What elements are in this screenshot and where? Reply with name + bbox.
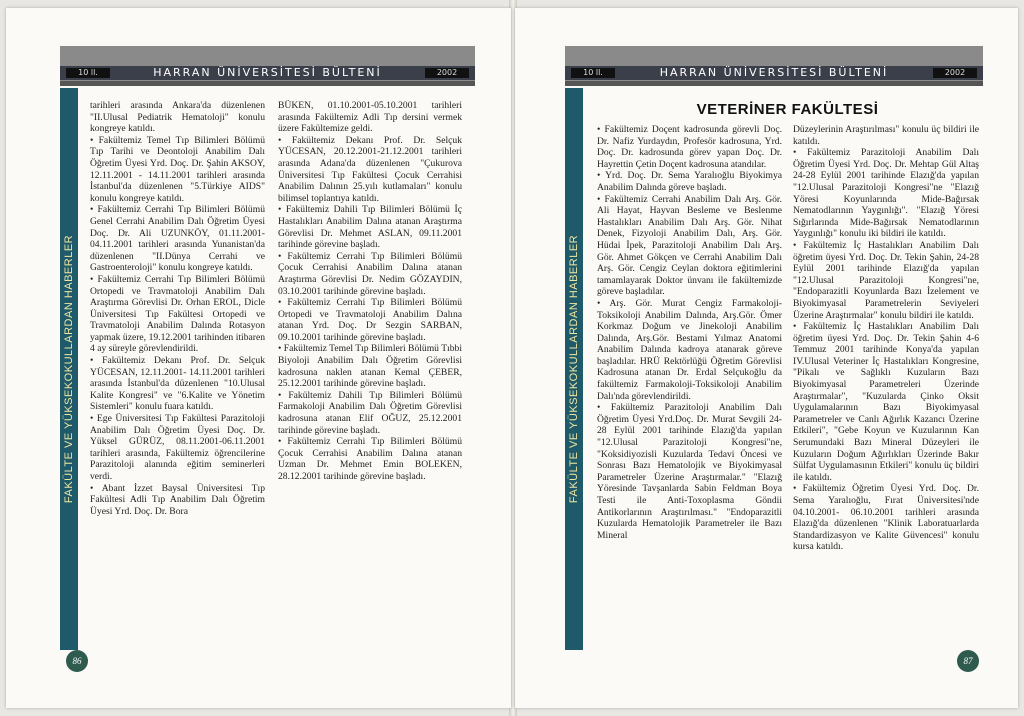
paragraph: • Fakültemiz Cerrahi Tıp Bilimleri Bölümü Ortopedi ve Travmatoloji Anabilim Dalı Araştırma Görevlisi Dr. Orhan EROL, Dicle Üniversitesi Tıp Fakültesi Ortopedi ve Travmatoloji Anabilim Dalında Rotasyon yapmak üzere, 19.12.2001 tarihinden itibaren 4 ay süreyle görevlendirildi. xyxy=(90,273,265,355)
left-page xyxy=(6,8,511,708)
paragraph: • Fakültemiz Doçent kadrosunda görevli Doç. Dr. Nafiz Yurdaydın, Profesör kadrosuna, Yrd. Doç. Dr. kadrosunda görev yapan Doç. Dr. Hayrettin Çetin Doçent kadrosuna atandılar. xyxy=(597,124,782,170)
header-banner xyxy=(565,46,983,86)
paragraph: • Abant İzzet Baysal Üniversitesi Tıp Fakültesi Adli Tıp Anabilim Dalı Öğretim Üyesi Yrd. Doç. Dr. Bora xyxy=(90,482,265,517)
paragraph: • Fakültemiz Dekanı Prof. Dr. Selçuk YÜCESAN, 20.12.2001-21.12.2001 tarihleri arasında Adana'da düzenlenen "Çukurova Üniversitesi Tıp Fakültesi Çocuk Cerrahisi Anabilim Dalının 25.yılı kutlamaları" konulu bilimsel toplantıya katıldı. xyxy=(278,134,462,204)
paragraph: • Fakültemiz Dahili Tıp Bilimleri Bölümü İç Hastalıkları Anabilim Dalına atanan Araştırma Görevlisi Dr. Mehmet ASLAN, 09.11.2001 tarihinde görevine başladı. xyxy=(278,204,462,251)
issue-tag-right: 2002 xyxy=(425,68,469,78)
paragraph: • Fakültemiz Temel Tıp Bilimleri Bölümü Tıp Tarihi ve Deontoloji Anabilim Dalı Öğretim Üyesi Yrd. Doç. Dr. Şahin AKSOY, 12.11.2001 - 14.11.2001 tarihleri arasında İstanbul'da düzenlenen "5.Türkiye AIDS" konulu kongreye katıldı. xyxy=(90,134,265,204)
paragraph: • Fakültemiz İç Hastalıkları Anabilim Dalı öğretim üyesi Yrd. Doç. Dr. Tekin Şahin, 24-28 Eylül 2001 tarihinde Elazığ'da yapılan "12.Ulusal Parazitoloji Kongresi"ne, "Endoparazitli Koyunlarda Bazı İzelement ve Biyokimyasal Parametrelerin Seviyeleri Üzerine Araştırmalar" konulu bildiri ile katıldı. xyxy=(793,239,979,321)
section-title: VETERİNER FAKÜLTESİ xyxy=(696,101,879,118)
paragraph: tarihleri arasında Ankara'da düzenlenen "II.Ulusal Pediatrik Hematoloji" konulu kongreye katıldı. xyxy=(90,100,265,135)
paragraph: • Fakültemiz Cerrahi Anabilim Dalı Arş. Gör. Ali Hayat, Hayvan Besleme ve Beslenme Hastalıkları Anabilim Dalı Arş. Gör. Nihat Denek, Fizyoloji Anabilim Dalı, Arş. Gör. Hüdai İpek, Parazitoloji Anabilim Dalı Arş. Gör. Ahmet Gökçen ve Cerrahi Anabilim Dalı Arş. Gör. Cengiz Ceylan doktora eğitimlerini tamamlayarak Doktor ünvanı ile fakültemizde göreve başladılar. xyxy=(597,193,782,298)
paragraph: • Fakültemiz Cerrahi Tıp Bilimleri Bölümü Ortopedi ve Travmatoloji Anabilim Dalına atanan Yrd. Doç. Dr Sezgin SARBAN, 09.10.2001 tarihinde görevine başladı. xyxy=(278,297,462,343)
paragraph: • Ege Üniversitesi Tıp Fakültesi Parazitoloji Anabilim Dalı Öğretim Üyesi Doç. Dr. Yüksel GÜRÜZ, 08.11.2001-06.11.2001 tarihleri arasında, Fakültemiz öğrencilerine Parazitoloji alanında eğitim seminerleri verdi. xyxy=(90,413,265,482)
left-column-1 xyxy=(90,100,265,648)
header-band xyxy=(60,66,475,80)
section-sidebar xyxy=(60,88,78,650)
bulletin-title: HARRAN ÜNİVERSİTESİ BÜLTENİ xyxy=(153,66,382,79)
header-banner xyxy=(60,46,475,86)
paragraph: • Fakültemiz Temel Tıp Bilimleri Bölümü Tıbbi Biyoloji Anabilim Dalı Öğretim Görevlisi kadrosuna naklen atanan Kemal ÇEBER, 25.12.2001 tarihinde görevine başladı. xyxy=(278,343,462,390)
header-band xyxy=(565,66,983,80)
paragraph: • Fakültemiz Öğretim Üyesi Yrd. Doç. Dr. Sema Yaralıoğlu, Fırat Üniversitesi'nde 04.10.2001- 06.10.2001 tarihleri arasında Elazığ'da düzenlenen "Klinik Laboratuarlarda Standardizasyon ve Kalite Güvencesi" konulu kursa katıldı. xyxy=(793,483,979,553)
paragraph: • Fakültemiz Cerrahi Tıp Bilimleri Bölümü Çocuk Cerrahisi Anabilim Dalına atanan Araştırma Görevlisi Dr. Nedim GÖZAYDIN, 03.10.2001 tarihinde görevine başladı. xyxy=(278,250,462,297)
bulletin-title: HARRAN ÜNİVERSİTESİ BÜLTENİ xyxy=(659,66,889,79)
right-column-1 xyxy=(597,124,782,648)
paragraph: • Fakültemiz Parazitoloji Anabilim Dalı Öğretim Üyesi Yrd.Doç. Dr. Murat Sevgili 24-28 Eylül 2001 tarihinde Elazığ'da yapılan "12.Ulusal Parazitoloji Kongresi"ne, "Koksidiyozisli Kuzularda Tedavi Öncesi ve Sonrası Bazı Hematolojik ve Biyokimyasal Parametreler Üzerine Araştırmalar." "Elazığ Yöresinde Tavşanlarda Sabin Feldman Boya Testi ile Anti-Toxoplasma Göndii Antikorlarının Araştırılması." "Endoparazitli Kuzularda Hematolojik Parametreler ile Bazı Mineral xyxy=(597,402,782,541)
right-column-2 xyxy=(793,124,979,648)
header-rule xyxy=(60,81,475,86)
paragraph: • Fakültemiz Dahili Tıp Bilimleri Bölümü Farmakoloji Anabilim Dalı Öğretim Görevlisi kadrosuna atanan Elif OĞUZ, 25.12.2001 tarihinde görevine başladı. xyxy=(278,389,462,436)
page-number: 87 xyxy=(957,650,979,672)
issue-tag-left: 10 ll. xyxy=(66,68,110,78)
paragraph: Düzeylerinin Araştırılması" konulu üç bildiri ile katıldı. xyxy=(793,124,979,147)
paragraph: • Fakültemiz Dekanı Prof. Dr. Selçuk YÜCESAN, 12.11.2001- 14.11.2001 tarihleri arasında İstanbul'da düzenlenen "10.Ulusal Kalite Kongresi" ve "6.Kalite ve Yönetim Sistemleri" konulu fuara katıldı. xyxy=(90,355,265,413)
page-number: 86 xyxy=(66,650,88,672)
paragraph: • Fakültemiz İç Hastalıkları Anabilim Dalı öğretim üyesi Yrd. Doç. Dr. Tekin Şahin 4-6 Temmuz 2001 tarihinde Konya'da yapılan IV.Ulusal Veteriner İç Hastalıkları Kongresine, "Pikalı ve Sağlıklı Kuzuların Bazı Biyokimyasal Parametreleri Üzerinde Araştırmalar", "Kuzularda Çinko Oksit Uygulamalarının Bazı Biyokimyasal Parametreler ve Canlı Ağırlık Kazancı Üzerine Etkileri", "Gebe Koyun ve Kuzularının Kan Serumundaki Bazı Mineral Düzeyleri ile Kuzuların Doğum Ağırlıkları Üzerinde Bakır Sülfat Uygulamasının Etkileri" konulu üç bildiri ile katıldı. xyxy=(793,321,979,483)
left-column-2 xyxy=(278,100,462,648)
paragraph: • Yrd. Doç. Dr. Sema Yaralıoğlu Biyokimya Anabilim Dalında göreve başladı. xyxy=(597,170,782,193)
right-page xyxy=(515,8,1018,708)
issue-tag-right: 2002 xyxy=(933,68,977,78)
paragraph: • Fakültemiz Cerrahi Tıp Bilimleri Bölümü Genel Cerrahi Anabilim Dalı Öğretim Üyesi Doç. Dr. Ali UZUNKÖY, 01.11.2001- 04.11.2001 tarihleri arasında Yunanistan'da düzenlenen "II.Dünya Cerrahi ve Gastroenteroloji" konulu kongreye katıldı. xyxy=(90,204,265,274)
issue-tag-left: 10 ll. xyxy=(571,68,615,78)
sidebar-label: FAKÜLTE VE YÜKSEKOKULLARDAN HABERLER xyxy=(568,234,581,504)
paragraph: • Arş. Gör. Murat Cengiz Farmakoloji-Toksikoloji Anabilim Dalında, Arş.Gör. Ömer Korkmaz Doğum ve Jinekoloji Anabilim Dalında, Arş.Gör. Bestami Yılmaz Anatomi Anabilim Dalında kadroya atanarak göreve başladılar. HRÜ Rektörlüğü Öğretim Görevlisi Kadrosuna atanan Dr. Erdal Selçukoğlu da fakültemiz Farmakoloji-Toksikoloji Anabilim Dalı'nda görevlendirildi. xyxy=(597,297,782,402)
header-rule xyxy=(565,81,983,86)
paragraph: • Fakültemiz Cerrahi Tıp Bilimleri Bölümü Çocuk Cerrahisi Anabilim Dalına atanan Uzman Dr. Mehmet Emin BOLEKEN, 28.12.2001 tarihinde görevine başladı. xyxy=(278,436,462,482)
sidebar-label: FAKÜLTE VE YÜKSEKOKULLARDAN HABERLER xyxy=(63,234,76,504)
paragraph: • Fakültemiz Parazitoloji Anabilim Dalı Öğretim Üyesi Yrd. Doç. Dr. Mehtap Gül Altaş 24-28 Eylül 2001 tarihinde Elazığ'da yapılan "12.Ulusal Parazitoloji Kongresi"ne "Elazığ Yöresi Koyunlarında Mide-Bağırsak Nematodlarının Yaygınlığı". "Elazığ Yöresi Sığırlarında Mide-Bağırsak Nematodlarının Yaygınlığı" konulu iki bildiri ile katıldı. xyxy=(793,147,979,240)
section-sidebar xyxy=(565,88,583,650)
paragraph: BÜKEN, 01.10.2001-05.10.2001 tarihleri arasında Fakültemiz Adli Tıp dersini vermek üzere Fakültemize geldi. xyxy=(278,100,462,135)
